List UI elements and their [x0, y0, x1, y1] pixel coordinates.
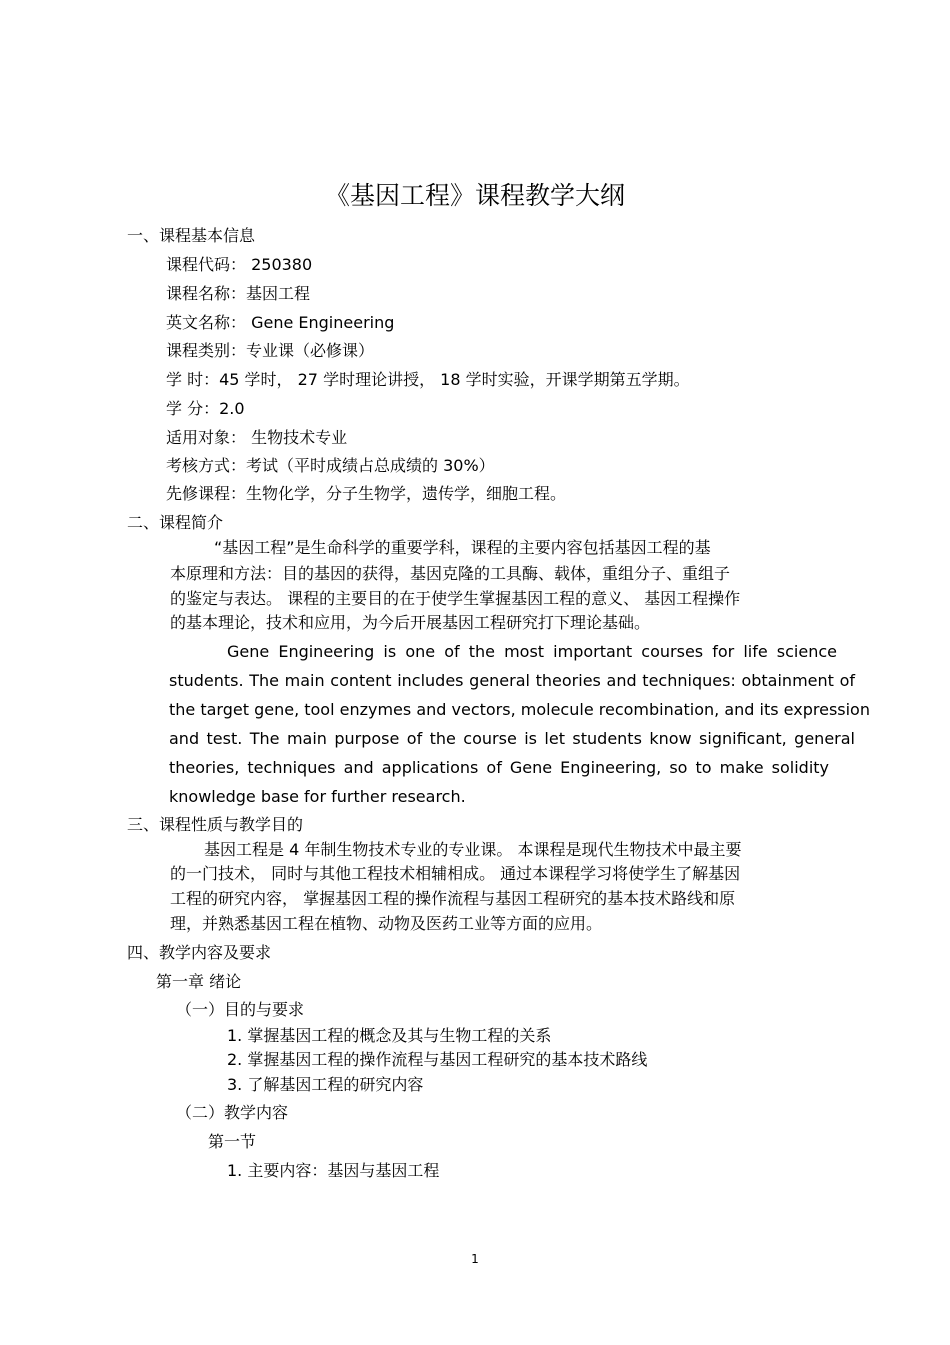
intro-zh-line: 的鉴定与表达。 课程的主要目的在于使学生掌握基因工程的意义、 基因工程操作: [170, 589, 741, 608]
section-4-heading: 四、教学内容及要求: [127, 943, 272, 962]
intro-en-line: theories, techniques and applications of Gene Engineering, so to make solidity: [169, 758, 829, 777]
intro-en-line: knowledge base for further research.: [169, 787, 466, 806]
chapter-heading: 第一章 绪论: [156, 972, 242, 991]
nature-line: 的一门技术， 同时与其他工程技术相辅相成。 通过本课程学习将使学生了解基因: [170, 864, 741, 883]
section-3-heading: 三、课程性质与教学目的: [127, 815, 304, 834]
content-item: 1. 主要内容：基因与基因工程: [227, 1161, 440, 1180]
page-number: 1: [471, 1252, 479, 1266]
intro-zh-line: 本原理和方法：目的基因的获得，基因克隆的工具酶、载体，重组分子、重组子: [170, 564, 731, 583]
course-english-name: 英文名称： Gene Engineering: [166, 313, 395, 332]
nature-line: 理，并熟悉基因工程在植物、动物及医药工业等方面的应用。: [170, 914, 603, 933]
intro-zh-line: 的基本理论，技术和应用，为今后开展基因工程研究打下理论基础。: [170, 613, 651, 632]
intro-en-line: Gene Engineering is one of the most important courses for life science: [227, 642, 837, 661]
course-code: 课程代码： 250380: [166, 255, 313, 274]
subsection-goals: （一）目的与要求: [176, 1000, 305, 1019]
course-name: 课程名称：基因工程: [166, 284, 311, 303]
goal-item: 2. 掌握基因工程的操作流程与基因工程研究的基本技术路线: [227, 1050, 648, 1069]
intro-en-line: students. The main content includes general theories and techniques: obtainment of: [169, 671, 855, 690]
subsection-content: （二）教学内容: [176, 1103, 289, 1122]
course-exam: 考核方式：考试（平时成绩占总成绩的 30%）: [166, 456, 495, 475]
intro-zh-line: “基因工程”是生命科学的重要学科，课程的主要内容包括基因工程的基: [214, 538, 711, 557]
goal-item: 3. 了解基因工程的研究内容: [227, 1075, 424, 1094]
course-credits: 学 分：2.0: [166, 399, 245, 418]
course-hours: 学 时：45 学时， 27 学时理论讲授， 18 学时实验，开课学期第五学期。: [166, 370, 690, 389]
section-2-heading: 二、课程简介: [127, 513, 224, 532]
course-type: 课程类别：专业课（必修课）: [166, 341, 375, 360]
section-label: 第一节: [208, 1132, 257, 1151]
nature-line: 基因工程是 4 年制生物技术专业的专业课。 本课程是现代生物技术中最主要: [204, 840, 742, 859]
goal-item: 1. 掌握基因工程的概念及其与生物工程的关系: [227, 1026, 552, 1045]
section-1-heading: 一、课程基本信息: [127, 226, 256, 245]
intro-en-line: and test. The main purpose of the course is let students know significant, general: [169, 729, 855, 748]
document-title: 《基因工程》课程教学大纲: [324, 181, 625, 210]
intro-en-line: the target gene, tool enzymes and vectors, molecule recombination, and its expression: [169, 700, 870, 719]
nature-line: 工程的研究内容， 掌握基因工程的操作流程与基因工程研究的基本技术路线和原: [170, 889, 736, 908]
course-prerequisites: 先修课程：生物化学，分子生物学，遗传学，细胞工程。: [166, 484, 567, 503]
course-target: 适用对象： 生物技术专业: [166, 428, 348, 447]
